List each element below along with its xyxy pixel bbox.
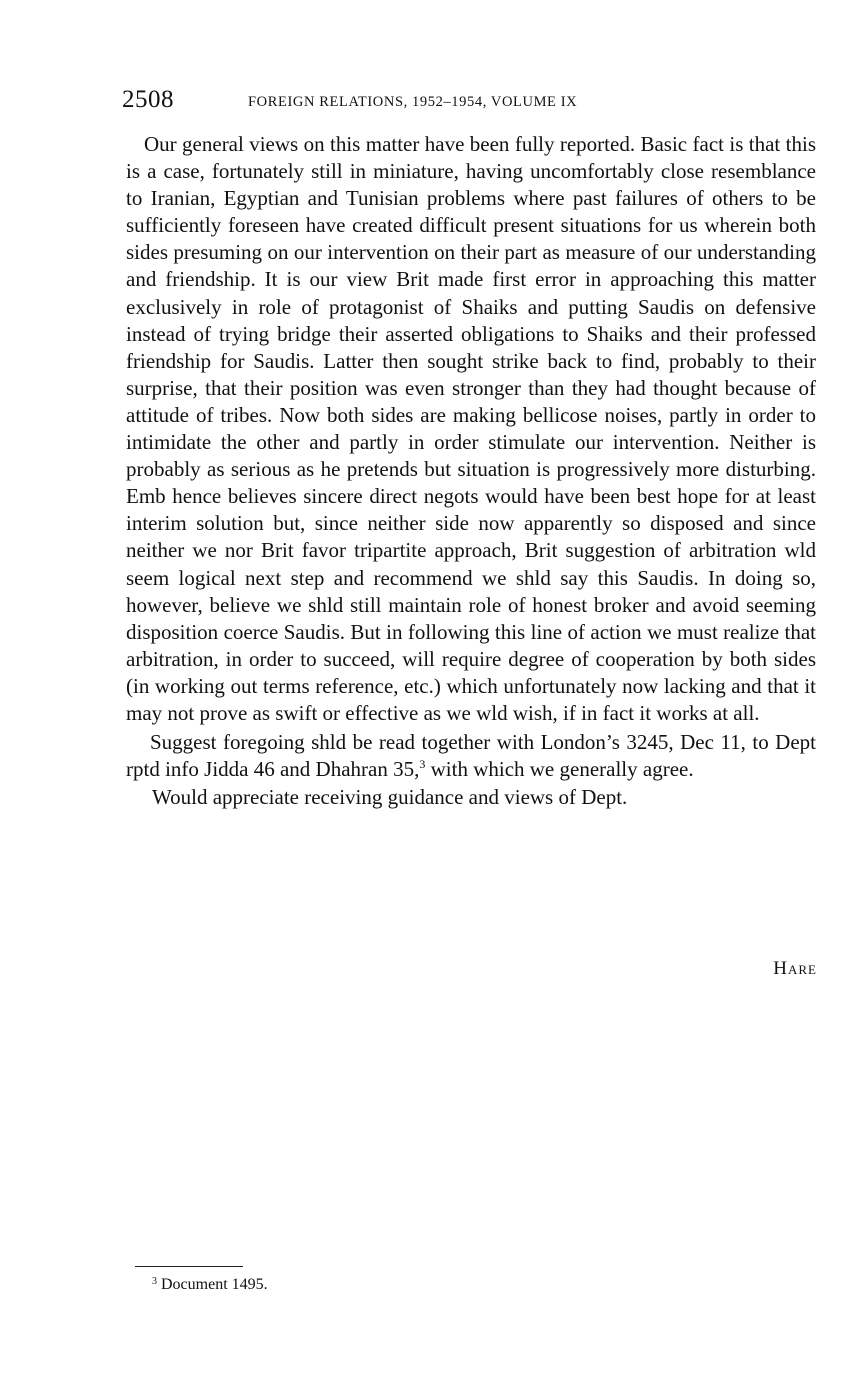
footnote-text: Document 1495. — [157, 1276, 268, 1293]
paragraph-suggest-foregoing — [126, 729, 816, 783]
footnote-marker: 3 — [152, 1276, 157, 1287]
paragraph-guidance: Would appreciate receiving guidance and views of Dept. — [152, 785, 628, 810]
footnote-reference[interactable]: 3 — [419, 757, 426, 772]
paragraph-general-views: Our general views on this matter have been fully reported. Basic fact is that this is a case, fortunately still in miniature, having uncomfortably close resemblance to Iranian, Egyptian and Tunisian problems where past failures of others to be sufficiently foreseen have created difficult present situations for us wherein both sides presuming on our intervention on their part as measure of our understanding and friendship. It is our view Brit made first error in approaching this matter exclusively in role of protagonist of Shaiks and putting Saudis on defensive instead of trying bridge their asserted obligations to Shaiks and their professed friendship for Saudis. Latter then sought strike back to find, probably to their surprise, that their position was even stronger than they had thought because of attitude of tribes. Now both sides are making bellicose noises, partly in order to intimidate the other and partly in order stimulate our intervention. Neither is probably as serious as he pretends but situation is progressively more disturbing. Emb hence believes sincere direct negots would have been best hope for at least interim solution but, since neither side now apparently so disposed and since neither we nor Brit favor tripartite approach, Brit suggestion of arbitration wld seem logical next step and recommend we shld say this Saudis. In doing so, however, believe we shld still maintain role of honest broker and avoid seeming disposition coerce Saudis. But in following this line of action we must realize that arbitration, in order to succeed, will require degree of cooperation by both sides (in working out terms reference, etc.) which unfortunately now lacking and that it may not prove as swift or effective as we wld wish, if in fact it works at all. — [126, 132, 816, 725]
page-number: 2508 — [122, 86, 174, 113]
footnote — [152, 1276, 268, 1294]
signature: Hare — [773, 958, 817, 979]
running-head: FOREIGN RELATIONS, 1952–1954, VOLUME IX — [248, 94, 578, 110]
telegram-body — [126, 131, 816, 812]
page-header — [122, 86, 822, 120]
paragraph-suggest-text-end: with which we generally agree. — [425, 757, 694, 782]
footnote-divider — [135, 1266, 243, 1267]
paragraph-suggest-text: Suggest foregoing shld be read together with London’s 3245, Dec 11, to Dept rptd info Jidda 46 and Dhahran 35, — [126, 730, 816, 782]
